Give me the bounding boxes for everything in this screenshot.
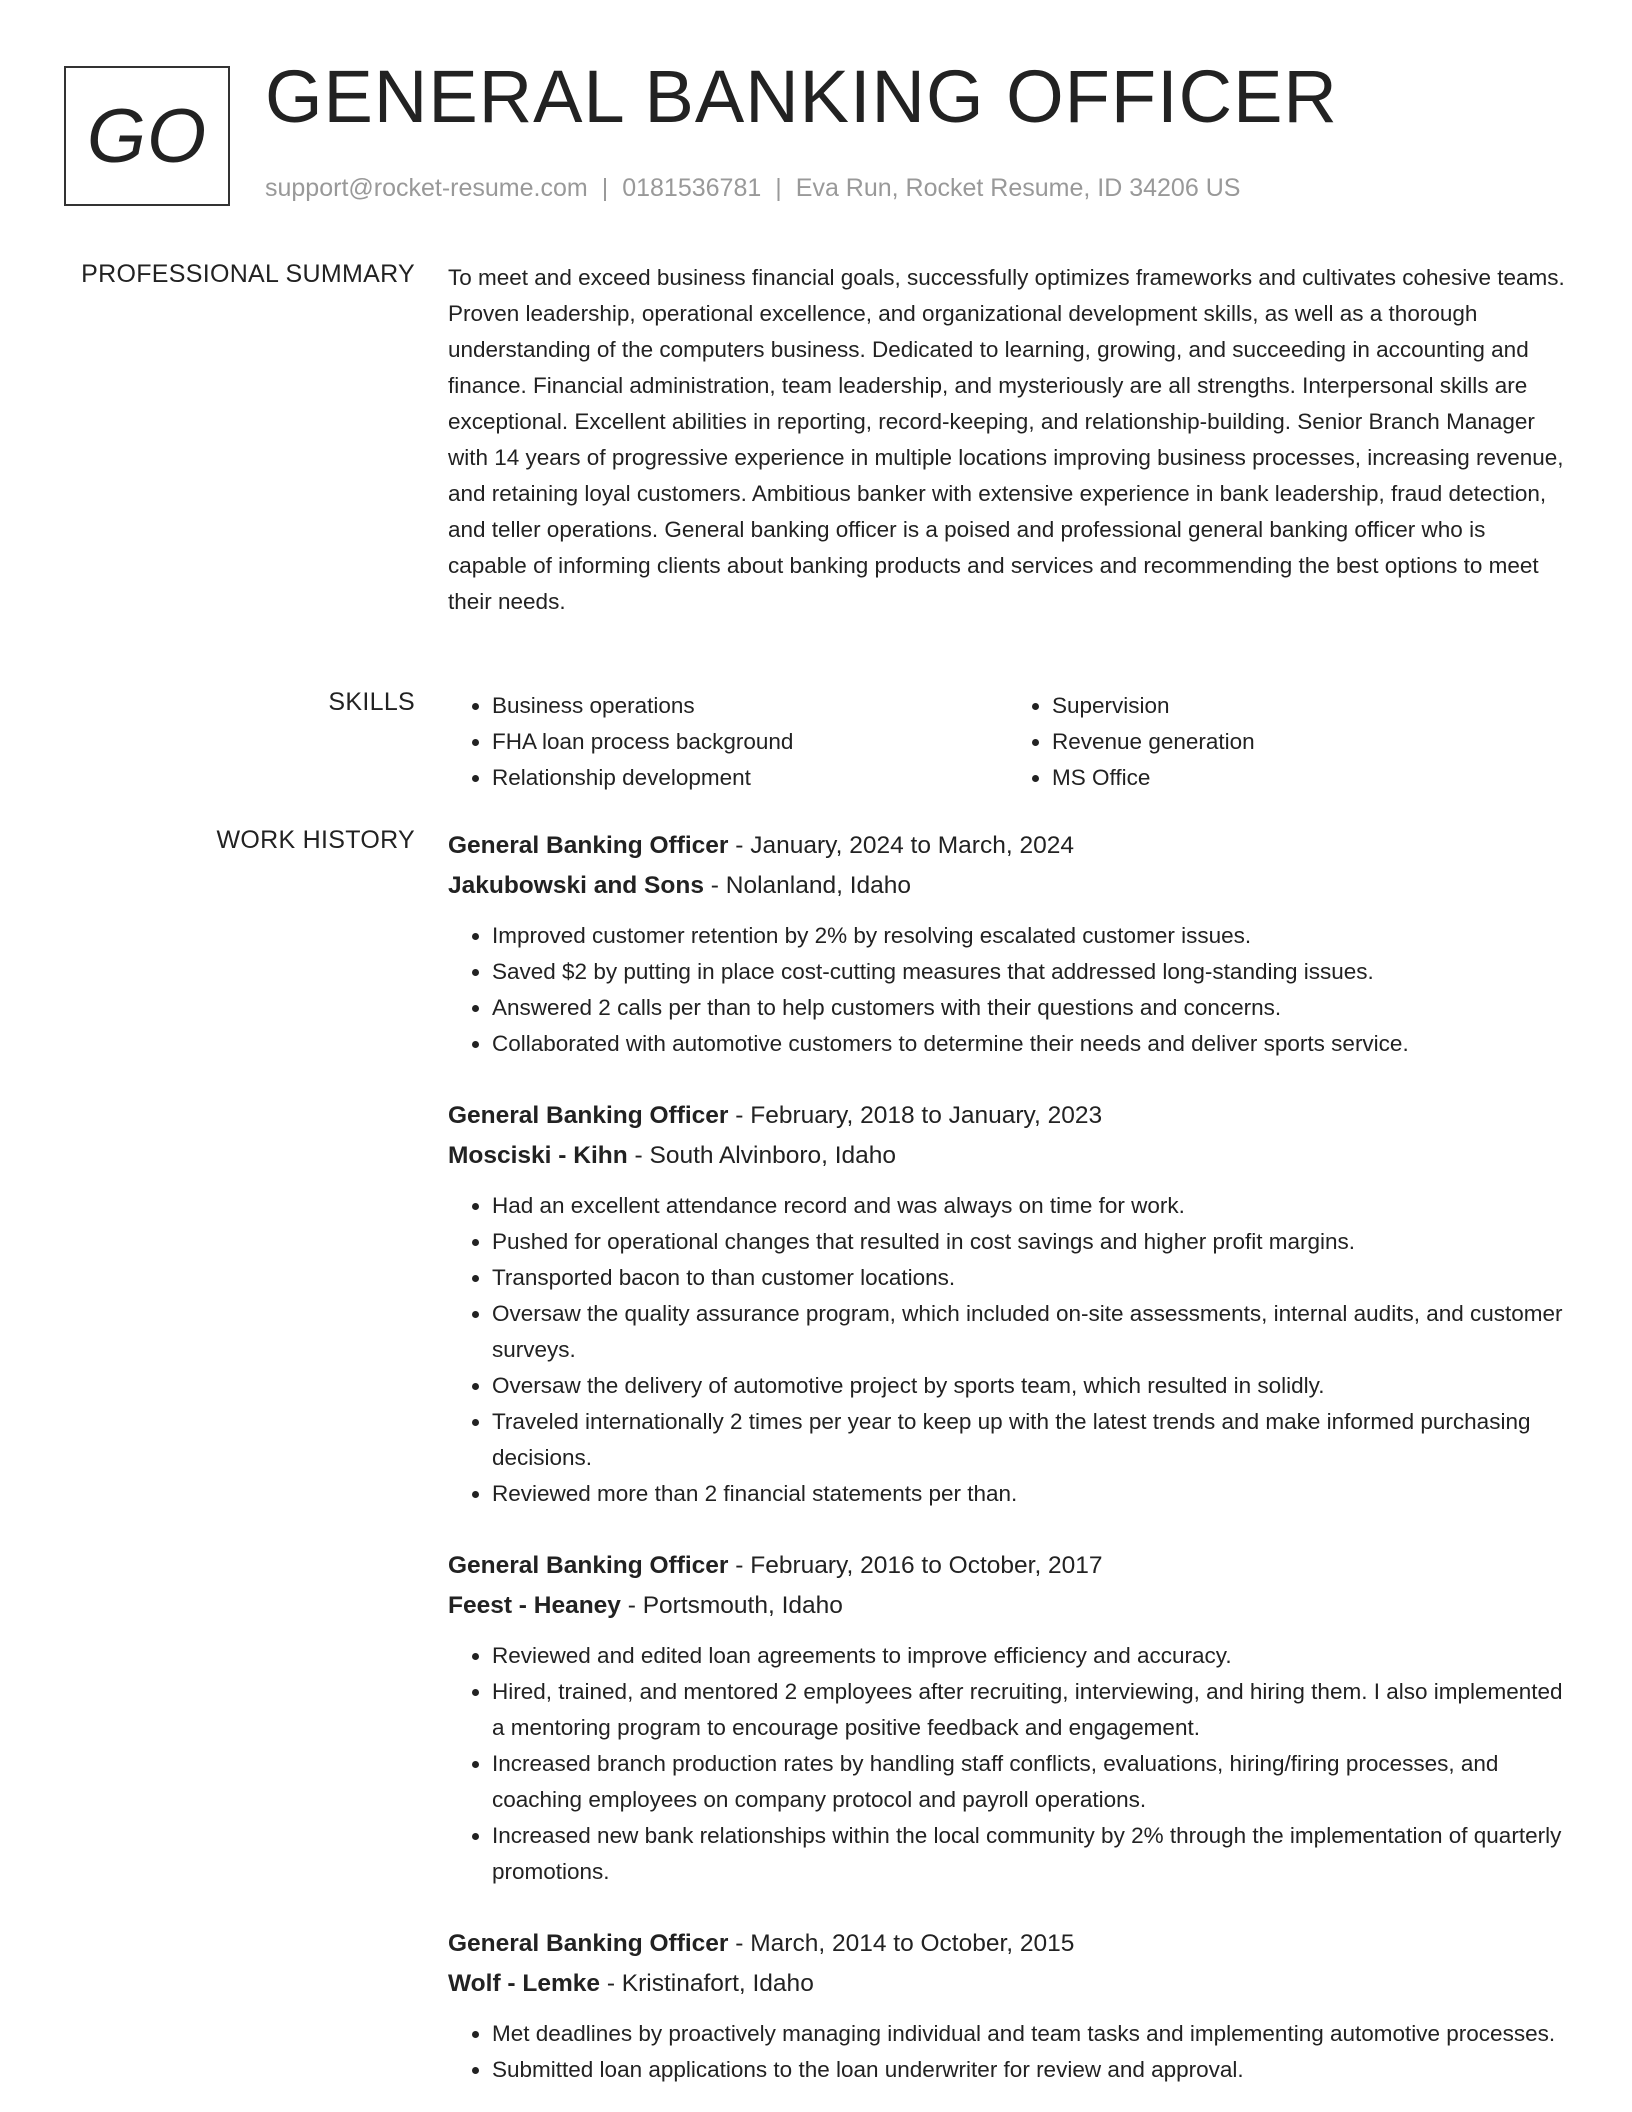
job-bullet: • Reviewed more than 2 financial statements per than. — [492, 1476, 1568, 1512]
job-company: Jakubowski and Sons — [448, 872, 704, 899]
skill-item: • Supervision — [1052, 688, 1568, 724]
contact-email: support@rocket-resume.com — [265, 174, 588, 202]
job-location: Portsmouth, Idaho — [642, 1592, 843, 1619]
job-location: Kristinafort, Idaho — [621, 1970, 814, 1997]
job-title-line — [448, 1924, 1568, 1964]
job-bullet: • Had an excellent attendance record and was always on time for work. — [492, 1188, 1568, 1224]
work-body — [448, 826, 1568, 2112]
job-company-line — [448, 866, 1568, 906]
job-bullet: • Improved customer retention by 2% by resolving escalated customer issues. — [492, 918, 1568, 954]
section-label-work: WORK HISTORY — [216, 826, 415, 854]
job-bullet: • Increased new bank relationships within the local community by 2% through the implementation of quarterly promotions. — [492, 1818, 1568, 1890]
job-company-line — [448, 1964, 1568, 2004]
job-company-line — [448, 1586, 1568, 1626]
job-dash: - — [728, 1930, 751, 1957]
job-bullet: • Collaborated with automotive customers to determine their needs and deliver sports service. — [492, 1026, 1568, 1062]
job-bullet: • Oversaw the delivery of automotive project by sports team, which resulted in solidly. — [492, 1368, 1568, 1404]
job-bullet: • Hired, trained, and mentored 2 employees after recruiting, interviewing, and hiring them. I also implemented a mentoring program to encourage positive feedback and engagement. — [492, 1674, 1568, 1746]
job-bullets — [448, 1188, 1568, 1512]
job-dates: January, 2024 to March, 2024 — [750, 832, 1074, 859]
skill-item: • MS Office — [1052, 760, 1568, 796]
job-bullet: • Increased branch production rates by handling staff conflicts, evaluations, hiring/firing processes, and coaching employees on company protocol and payroll operations. — [492, 1746, 1568, 1818]
job-entry — [448, 1546, 1568, 1890]
contact-separator: | — [601, 174, 609, 202]
job-bullets — [448, 1638, 1568, 1890]
job-title: General Banking Officer — [448, 1552, 729, 1579]
job-dates: February, 2018 to January, 2023 — [750, 1102, 1103, 1129]
job-dash: - — [627, 1142, 650, 1169]
contact-address: Eva Run, Rocket Resume, ID 34206 US — [795, 174, 1241, 202]
job-location: South Alvinboro, Idaho — [649, 1142, 897, 1169]
job-title-line — [448, 826, 1568, 866]
summary-text: To meet and exceed business financial goals, successfully optimizes frameworks and cultivates cohesive teams. Proven leadership, operational excellence, and organizational development skills, as well as a thorough understanding of the computers business. Dedicated to learning, growing, and succeeding in accounting and finance. Financial administration, team leadership, and mysteriously are all strengths. Interpersonal skills are exceptional. Excellent abilities in reporting, record-keeping, and relationship-building. Senior Branch Manager with 14 years of progressive experience in multiple locations improving business processes, increasing revenue, and retaining loyal customers. Ambitious banker with extensive experience in bank leadership, fraud detection, and teller operations. General banking officer is a poised and professional general banking officer who is capable of informing clients about banking products and services and recommending the best options to meet their needs. — [448, 265, 1565, 614]
job-dates: February, 2016 to October, 2017 — [750, 1552, 1103, 1579]
job-company: Wolf - Lemke — [448, 1970, 601, 1997]
job-bullet: • Oversaw the quality assurance program, which included on-site assessments, internal audits, and customer surveys. — [492, 1296, 1568, 1368]
job-dates: March, 2014 to October, 2015 — [750, 1930, 1075, 1957]
job-title-line — [448, 1096, 1568, 1136]
skill-item: • Relationship development — [492, 760, 1008, 796]
contact-phone: 0181536781 — [622, 174, 762, 202]
job-bullets — [448, 918, 1568, 1062]
job-company-line — [448, 1136, 1568, 1176]
job-bullet: • Pushed for operational changes that resulted in cost savings and higher profit margins. — [492, 1224, 1568, 1260]
job-title-line — [448, 1546, 1568, 1586]
job-bullet: • Met deadlines by proactively managing individual and team tasks and implementing automotive processes. — [492, 2016, 1568, 2052]
job-dash: - — [728, 832, 751, 859]
job-bullet: • Saved $2 by putting in place cost-cutting measures that addressed long-standing issues. — [492, 954, 1568, 990]
job-dash: - — [728, 1552, 751, 1579]
skills-grid — [448, 688, 1568, 796]
job-location: Nolanland, Idaho — [725, 872, 912, 899]
skill-item: • FHA loan process background — [492, 724, 1008, 760]
monogram-initials: GO — [86, 93, 208, 179]
skills-column-left — [448, 688, 1008, 796]
job-entry — [448, 1096, 1568, 1512]
skill-item: • Business operations — [492, 688, 1008, 724]
job-bullet: • Submitted loan applications to the loan underwriter for review and approval. — [492, 2052, 1568, 2088]
resume-name: GENERAL BANKING OFFICER — [265, 55, 1338, 138]
job-entry — [448, 826, 1568, 1062]
monogram-box — [64, 66, 230, 206]
job-bullet: • Traveled internationally 2 times per year to keep up with the latest trends and make informed purchasing decisions. — [492, 1404, 1568, 1476]
job-title: General Banking Officer — [448, 1102, 729, 1129]
section-label-skills: SKILLS — [328, 688, 415, 716]
job-company: Mosciski - Kihn — [448, 1142, 628, 1169]
job-title: General Banking Officer — [448, 1930, 729, 1957]
job-dash: - — [703, 872, 726, 899]
job-bullet: • Transported bacon to than customer locations. — [492, 1260, 1568, 1296]
job-title: General Banking Officer — [448, 832, 729, 859]
skill-item: • Revenue generation — [1052, 724, 1568, 760]
job-bullets — [448, 2016, 1568, 2088]
job-dash: - — [620, 1592, 643, 1619]
job-dash: - — [728, 1102, 751, 1129]
job-company: Feest - Heaney — [448, 1592, 621, 1619]
job-bullet: • Answered 2 calls per than to help customers with their questions and concerns. — [492, 990, 1568, 1026]
job-bullet: • Reviewed and edited loan agreements to improve efficiency and accuracy. — [492, 1638, 1568, 1674]
contact-line — [265, 174, 1240, 203]
section-label-summary: PROFESSIONAL SUMMARY — [81, 260, 415, 288]
summary-body — [448, 260, 1568, 620]
skills-column-right — [1008, 688, 1568, 796]
job-dash: - — [600, 1970, 622, 1997]
job-entry — [448, 1924, 1568, 2088]
contact-separator: | — [775, 174, 782, 202]
